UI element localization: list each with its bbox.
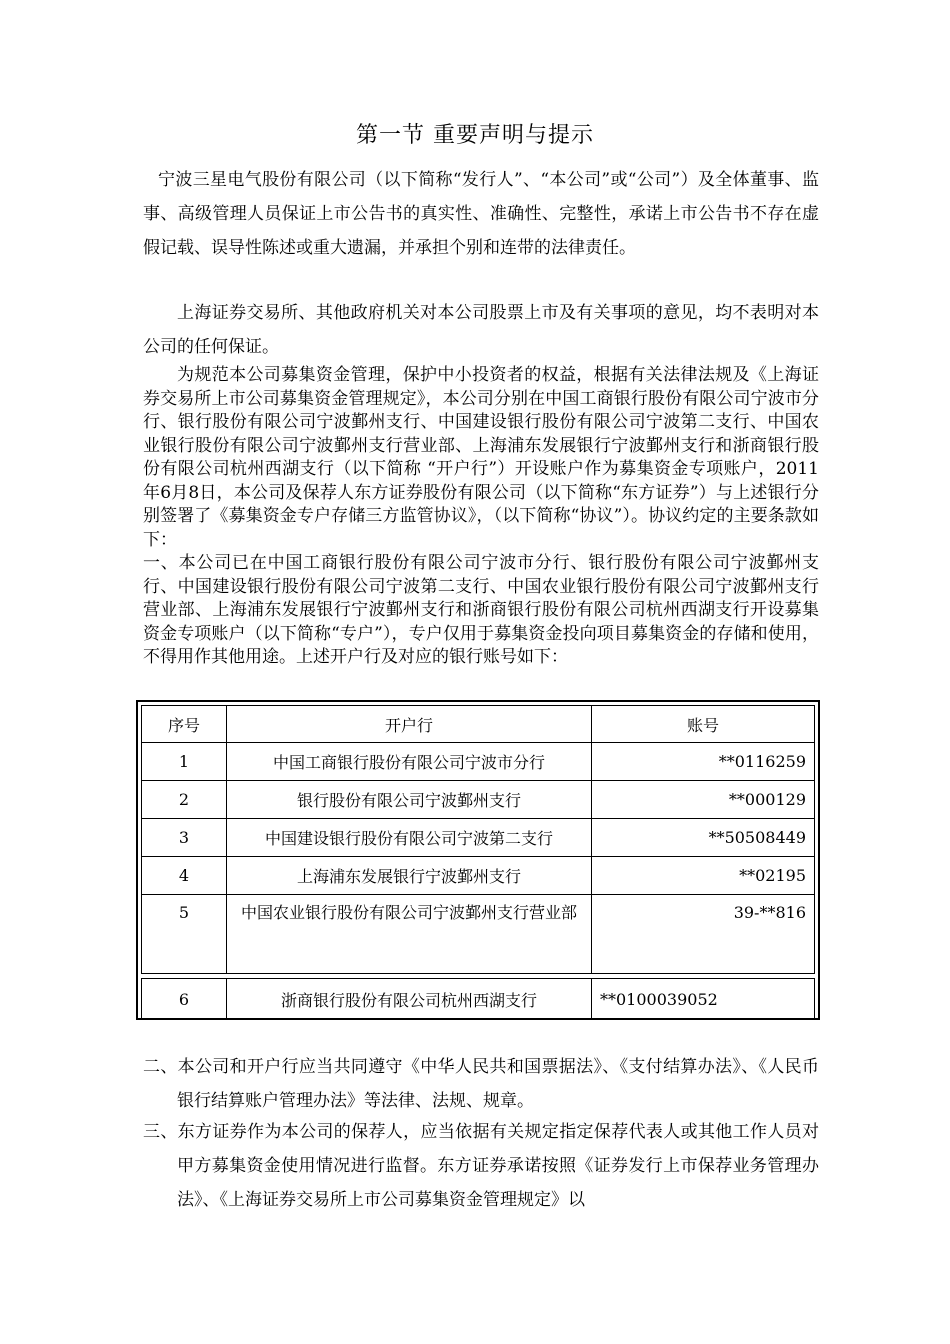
table-row bbox=[142, 979, 815, 1020]
row-bank: 中国工商银行股份有限公司宁波市分行 bbox=[227, 743, 592, 781]
clause-three-paragraph: 三、东方证券作为本公司的保荐人，应当依据有关规定指定保荐代表人或其他工作人员对甲方募集资金使用情况进行监督。东方证券承诺按照《证券发行上市保荐业务管理办法》、《上海证券交易所上市公司募集资金管理规定》以 bbox=[143, 1122, 819, 1210]
row-account: **000129 bbox=[592, 781, 815, 819]
row-no: 4 bbox=[142, 857, 227, 895]
row-account: 39-**816 bbox=[592, 895, 815, 974]
table-row bbox=[142, 895, 815, 974]
disclaimer-paragraph: 上海证券交易所、其他政府机关对本公司股票上市及有关事项的意见，均不表明对本公司的任何保证。 bbox=[143, 303, 819, 357]
row-account: **0116259 bbox=[592, 743, 815, 781]
row-bank: 上海浦东发展银行宁波鄞州支行 bbox=[227, 857, 592, 895]
header-no: 序号 bbox=[142, 706, 227, 743]
row-bank: 银行股份有限公司宁波鄞州支行 bbox=[227, 781, 592, 819]
bank-account-table-frame bbox=[136, 700, 820, 1020]
row-no: 5 bbox=[142, 895, 227, 974]
table-row bbox=[142, 819, 815, 857]
row-bank: 浙商银行股份有限公司杭州西湖支行 bbox=[227, 979, 592, 1020]
row-no: 1 bbox=[142, 743, 227, 781]
table-row bbox=[142, 781, 815, 819]
page-title: 第一节 重要声明与提示 bbox=[356, 123, 594, 148]
statement-paragraph: 宁波三星电气股份有限公司（以下简称“发行人”、“本公司”或“公司”）及全体董事、监事、高级管理人员保证上市公告书的真实性、准确性、完整性，承诺上市公告书不存在虚假记载、误导性陈述或重大遗漏，并承担个别和连带的法律责任。 bbox=[143, 170, 819, 258]
row-account: **02195 bbox=[592, 857, 815, 895]
row-no: 3 bbox=[142, 819, 227, 857]
row-no: 2 bbox=[142, 781, 227, 819]
row-account: **50508449 bbox=[592, 819, 815, 857]
row-account: **0100039052 bbox=[592, 979, 815, 1020]
header-bank: 开户行 bbox=[227, 706, 592, 743]
table-row bbox=[142, 857, 815, 895]
fund-management-paragraph: 为规范本公司募集资金管理，保护中小投资者的权益，根据有关法律法规及《上海证券交易所上市公司募集资金管理规定》，本公司分别在中国工商银行股份有限公司宁波市分行、银行股份有限公司宁波鄞州支行、中国建设银行股份有限公司宁波第二支行、中国农业银行股份有限公司宁波鄞州支行营业部、上海浦东发展银行宁波鄞州支行和浙商银行股份有限公司杭州西湖支行（以下简称 “开户行”）开设账户作为募集资金专项账户，2011年6月8日，本公司及保荐人东方证券股份有限公司（以下简称“东方证券”）与上述银行分别签署了《募集资金专户存储三方监管协议》，（以下简称“协议”）。协议约定的主要条款如下： bbox=[143, 365, 819, 550]
row-no: 6 bbox=[142, 979, 227, 1020]
clause-one-paragraph: 一、本公司已在中国工商银行股份有限公司宁波市分行、银行股份有限公司宁波鄞州支行、中国建设银行股份有限公司宁波第二支行、中国农业银行股份有限公司宁波鄞州支行营业部、上海浦东发展银行宁波鄞州支行和浙商银行股份有限公司杭州西湖支行开设募集资金专项账户（以下简称“专户”），专户仅用于募集资金投向项目募集资金的存储和使用，不得用作其他用途。上述开户行及对应的银行账号如下： bbox=[143, 553, 819, 667]
table-header-row bbox=[142, 706, 815, 743]
header-account: 账号 bbox=[592, 706, 815, 743]
table-row bbox=[142, 743, 815, 781]
clause-two-paragraph: 二、本公司和开户行应当共同遵守《中华人民共和国票据法》、《支付结算办法》、《人民币银行结算账户管理办法》等法律、法规、规章。 bbox=[143, 1057, 819, 1111]
row-bank: 中国建设银行股份有限公司宁波第二支行 bbox=[227, 819, 592, 857]
bank-account-table bbox=[141, 705, 815, 1020]
row-bank: 中国农业银行股份有限公司宁波鄞州支行营业部 bbox=[227, 895, 592, 974]
